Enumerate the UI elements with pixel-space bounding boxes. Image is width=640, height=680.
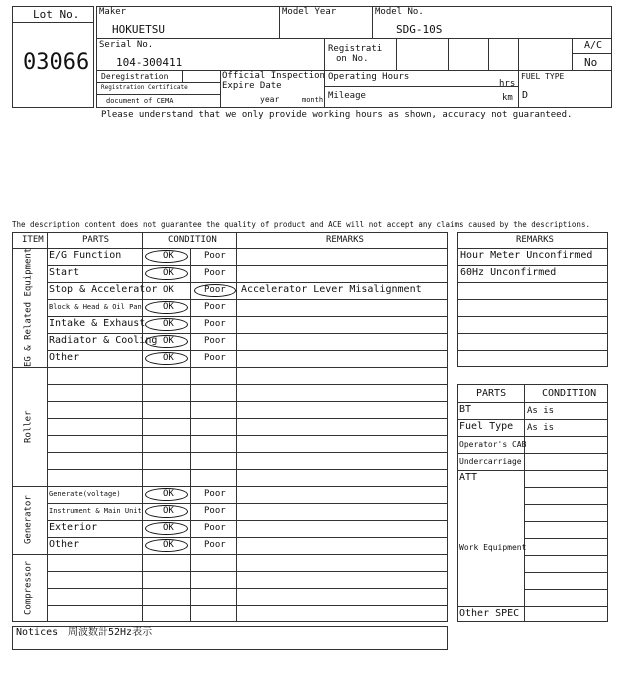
header-parts: PARTS [82,235,110,245]
condition-ok: OK [163,336,174,346]
header-remarks: REMARKS [326,235,364,245]
parts-row-label: Work Equipment [459,543,527,552]
parts-row-label: Operator's CAB [459,440,527,449]
parts-row-condition: As is [527,406,555,416]
selected-mark [145,352,188,365]
notices-label: Notices [16,627,59,638]
fuel-type-value: D [522,90,529,101]
condition-poor: Poor [204,302,226,312]
selected-mark [145,318,188,331]
part-name: E/G Function [49,250,122,261]
condition-poor: Poor [204,523,226,533]
ac-value: No [584,56,598,69]
condition-poor: Poor [204,489,226,499]
remark-line: 60Hz Unconfirmed [460,267,557,278]
mileage-label: Mileage [328,91,366,101]
condition-poor: Poor [204,251,226,261]
condition-poor: Poor [204,353,226,363]
remark-text: Accelerator Lever Misalignment [241,284,422,295]
deregistration-label: Deregistration [101,72,169,81]
selected-mark [194,284,236,297]
registration-certificate-label: Registration Certificate [101,84,188,91]
parts-row-label: Undercarriage [459,457,522,466]
part-name: Start [49,267,80,278]
condition-ok: OK [163,506,174,516]
year-label: year [260,95,280,104]
serial-value: 104-300411 [116,56,183,69]
part-name: Intake & Exhaust [49,318,146,329]
inspection-label-1: Official Inspection [222,71,325,81]
model-label: Model No. [375,7,424,17]
remark-line: Hour Meter Unconfirmed [460,250,593,261]
part-name: Other [49,539,80,550]
condition-ok: OK [163,489,174,499]
parts-row-label: ATT [459,472,478,483]
part-name: Other [49,352,80,363]
selected-mark [145,301,188,314]
condition-ok: OK [163,302,174,312]
section-label: EG & Related Equipment [23,247,34,368]
condition-poor: Poor [204,336,226,346]
part-name: Exterior [49,522,98,533]
selected-mark [145,267,188,280]
parts-row-condition: As is [527,423,555,433]
part-name: Generate(voltage) [49,490,121,498]
lot-number: 03066 [23,50,90,75]
condition-ok: OK [163,268,174,278]
model-year-label: Model Year [282,7,337,17]
condition-ok: OK [163,285,174,295]
model-value: SDG-10S [396,23,443,36]
header-condition: CONDITION [168,235,217,245]
registration-label-1: Registrati [328,44,383,54]
condition-poor: Poor [204,268,226,278]
condition-ok: OK [163,540,174,550]
registration-label-2: on No. [336,54,369,64]
part-name: Stop & Accelerator [49,284,158,295]
section-label: Roller [23,410,34,443]
selected-mark [145,505,188,518]
selected-mark [145,522,188,535]
lot-label: Lot No. [33,8,80,21]
fuel-type-label: FUEL TYPE [521,72,565,81]
condition-poor: Poor [204,319,226,329]
part-name: Instrument & Main Unit [49,507,142,515]
condition-poor: Poor [204,540,226,550]
part-name: Block & Head & Oil Pan [49,303,142,311]
notices-value: 周波数計52Hz表示 [68,627,153,638]
condition-ok: OK [163,251,174,261]
parts-row-label: BT [459,404,472,415]
condition-poor: Poor [204,506,226,516]
parts-row-label: Fuel Type [459,421,514,432]
part-name: Radiator & Cooling [49,335,158,346]
selected-mark [145,539,188,552]
condition-poor: Poor [204,285,226,295]
working-hours-notice: Please understand that we only provide working hours as shown, accuracy not guaranteed. [101,110,573,120]
maker-value: HOKUETSU [112,23,165,36]
remarks-header: REMARKS [516,235,554,245]
condition-header: CONDITION [542,388,597,399]
header-item: ITEM [22,235,44,245]
hrs-label: hrs [499,79,516,89]
month-label: month [302,96,324,104]
serial-label: Serial No. [99,40,154,50]
selected-mark [145,488,188,501]
maker-label: Maker [99,7,127,17]
parts-row-label: Other SPEC [459,608,520,619]
disclaimer-text: The description content does not guarantee the quality of product and ACE will not accept any claims caused by the descriptions. [12,220,590,229]
operating-hours-label: Operating Hours [328,72,410,82]
selected-mark [145,250,188,263]
cema-label: document of CEMA [106,97,174,105]
condition-ok: OK [163,523,174,533]
parts-header: PARTS [476,388,507,399]
inspection-label-2: Expire Date [222,81,282,91]
section-label: Generator [23,495,34,545]
km-label: km [502,93,513,103]
condition-ok: OK [163,353,174,363]
section-label: Compressor [23,560,34,616]
ac-label: A/C [584,40,603,51]
condition-ok: OK [163,319,174,329]
selected-mark [145,335,188,348]
